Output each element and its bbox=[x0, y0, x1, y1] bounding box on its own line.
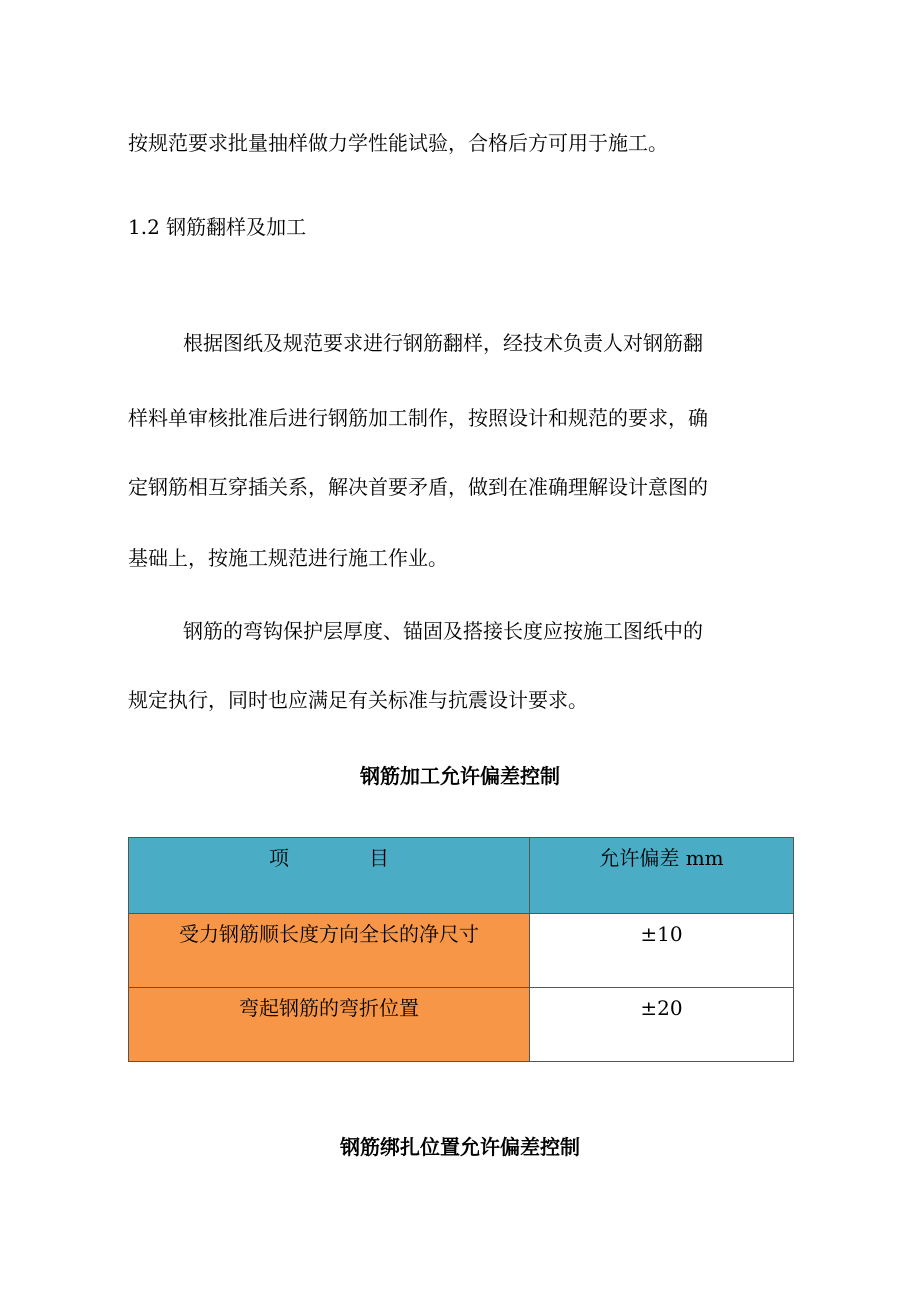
table-title: 钢筋加工允许偏差控制 bbox=[360, 764, 560, 788]
header-cell-tolerance: 允许偏差 mm bbox=[530, 838, 794, 914]
paragraph-line: 钢筋的弯钩保护层厚度、锚固及搭接长度应按施工图纸中的 bbox=[183, 619, 703, 643]
table-header-row bbox=[129, 838, 794, 914]
table-title: 钢筋绑扎位置允许偏差控制 bbox=[340, 1135, 580, 1159]
table-row bbox=[129, 988, 794, 1062]
tolerance-cell: ±20 bbox=[530, 988, 794, 1062]
header-cell-item: 项 目 bbox=[129, 838, 530, 914]
tolerance-cell: ±10 bbox=[530, 914, 794, 988]
body-text-line: 按规范要求批量抽样做力学性能试验，合格后方可用于施工。 bbox=[128, 131, 668, 155]
item-cell: 弯起钢筋的弯折位置 bbox=[129, 988, 530, 1062]
section-heading: 1.2 钢筋翻样及加工 bbox=[128, 215, 307, 239]
paragraph-line: 根据图纸及规范要求进行钢筋翻样，经技术负责人对钢筋翻 bbox=[183, 331, 703, 355]
paragraph-line: 定钢筋相互穿插关系，解决首要矛盾，做到在准确理解设计意图的 bbox=[128, 475, 708, 499]
paragraph-line: 基础上，按施工规范进行施工作业。 bbox=[128, 546, 448, 570]
table-row bbox=[129, 914, 794, 988]
item-cell: 受力钢筋顺长度方向全长的净尺寸 bbox=[129, 914, 530, 988]
paragraph-line: 样料单审核批准后进行钢筋加工制作，按照设计和规范的要求，确 bbox=[128, 406, 708, 430]
paragraph-line: 规定执行，同时也应满足有关标准与抗震设计要求。 bbox=[128, 688, 588, 712]
deviation-table bbox=[128, 837, 794, 1062]
